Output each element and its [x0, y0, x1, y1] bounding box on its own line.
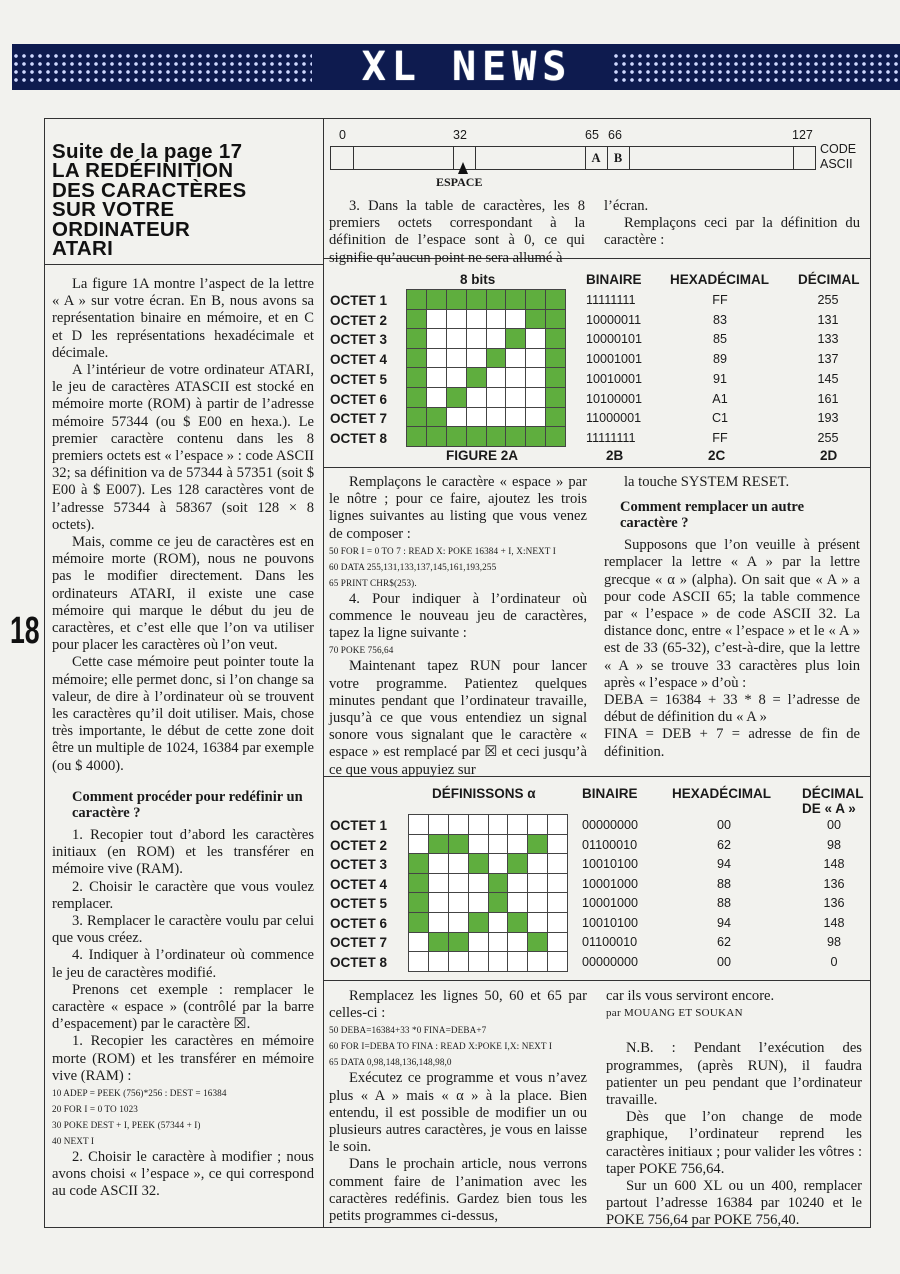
- subheading: Comment procéder pour redéfinir un caractère ?: [72, 788, 303, 821]
- pixel-off: [487, 310, 506, 329]
- pixel-on: [546, 310, 565, 329]
- binary-value: 10010100: [582, 915, 639, 930]
- binary-value: 11000001: [586, 411, 642, 426]
- binary-header: BINAIRE: [586, 272, 642, 287]
- pixel-off: [526, 388, 545, 407]
- binary-value: 00000000: [582, 954, 639, 969]
- figure-alpha: [330, 786, 866, 976]
- row-label: OCTET 3: [330, 332, 388, 348]
- binary-value: 10000101: [586, 332, 643, 347]
- pixel-on: [427, 427, 446, 446]
- pixel-off: [526, 368, 545, 387]
- pixel-off: [427, 310, 446, 329]
- pixel-off: [528, 815, 547, 834]
- banner: [12, 44, 900, 90]
- pixel-on: [429, 835, 448, 854]
- ascii-cell-divider: [629, 147, 630, 169]
- pixel-on: [526, 427, 545, 446]
- heading-line: ATARI: [52, 237, 114, 261]
- paragraph: La figure 1A montre l’aspect de la lettre « A » sur votre écran. En B, nous avons sa représentation binaire en mémoire, et en C et D les représentations hexadécimale et décimale.: [52, 276, 314, 361]
- decimal-value: 131: [817, 312, 839, 327]
- pixel-off: [487, 408, 506, 427]
- binary-value: 01100010: [582, 837, 638, 852]
- binary-value: 10010100: [582, 857, 639, 871]
- pixel-off: [469, 815, 488, 834]
- pixel-on: [449, 835, 468, 854]
- pixel-off: [489, 913, 508, 932]
- pixel-off: [548, 933, 567, 952]
- hex-value: 94: [716, 857, 731, 871]
- pixel-off: [506, 408, 525, 427]
- pixel-on: [546, 388, 565, 407]
- ascii-cell-b: B: [613, 151, 623, 165]
- heading-line: Suite de la page 17: [52, 140, 243, 163]
- pixel-off: [506, 388, 525, 407]
- code-line: 50 DEBA=16384+33 *0 FINA=DEBA+7: [329, 1025, 487, 1036]
- alpha-de-a-header: DE « A »: [802, 801, 856, 816]
- code-line: 10 ADEP = PEEK (756)*256 : DEST = 16384: [52, 1087, 227, 1098]
- pixel-off: [427, 388, 446, 407]
- alpha-hex-header: HEXADÉCIMAL: [672, 786, 772, 801]
- paragraph: Remplacez les lignes 50, 60 et 65 par celles-ci :: [329, 988, 587, 1022]
- column-3a: [604, 198, 860, 250]
- pixel-off: [506, 310, 525, 329]
- author-signature: par MOUANG ET SOUKAN: [606, 1007, 743, 1020]
- paragraph: 1. Recopier les caractères en mémoire morte (ROM) et les transférer en mémoire vive (RAM) :: [52, 1033, 314, 1084]
- pixel-on: [407, 349, 426, 368]
- code-line: 50 FOR I = 0 TO 7 : READ X: POKE 16384 + I, X:NEXT I: [329, 545, 556, 556]
- caption-2b: 2B: [606, 448, 624, 463]
- pixel-off: [447, 368, 466, 387]
- paragraph: 1. Recopier tout d’abord les caractères initiaux (en ROM) et les transférer en mémoire vive (RAM).: [52, 826, 314, 878]
- hex-value: 00: [716, 954, 731, 969]
- code-ascii-label: [820, 142, 856, 172]
- code-label: CODE: [820, 142, 857, 156]
- pixel-on: [487, 427, 506, 446]
- row-label: OCTET 8: [330, 954, 388, 970]
- pixel-off: [548, 835, 567, 854]
- binary-value: 10000011: [586, 312, 642, 327]
- pixel-off: [489, 835, 508, 854]
- pixel-off: [467, 388, 486, 407]
- paragraph: Sur un 600 XL ou un 400, remplacer partout l’adresse 16384 par 10240 et le POKE 756,64 par POKE 756,40.: [606, 1178, 862, 1229]
- row-label: OCTET 2: [330, 837, 388, 853]
- banner-dots-left: [12, 52, 312, 82]
- paragraph: FINA = DEB + 7 = adresse de fin de définition.: [604, 726, 860, 760]
- paragraph: Mais, comme ce jeu de caractères est en mémoire morte (ROM), nous ne pouvons pas le modifier directement. Dans les ordinateurs ATARI, il existe une case mémoire qui marque le début du jeu de caractères, et c’est elle que l’on va utiliser pour placer les caractères où l’on veut.: [52, 534, 314, 654]
- paragraph: 4. Indiquer à l’ordinateur où commence le jeu de caractères modifié.: [52, 947, 314, 981]
- row-label: OCTET 6: [330, 915, 388, 931]
- pixel-off: [548, 913, 567, 932]
- paragraph: Dans le prochain article, nous verrons comment faire de l’animation avec les caractères redéfinis. Gardez bien tous les petits programmes ci-dessus,: [329, 1156, 587, 1225]
- pixel-off: [528, 874, 547, 893]
- pixel-on: [469, 913, 488, 932]
- pixel-on: [407, 290, 426, 309]
- decimal-value: 255: [817, 293, 839, 307]
- pixel-off: [526, 329, 545, 348]
- paragraph: l’écran.: [604, 198, 649, 214]
- hex-value: C1: [711, 411, 729, 426]
- pixel-on: [546, 329, 565, 348]
- decimal-value: 136: [823, 876, 845, 891]
- pixel-off: [548, 854, 567, 873]
- pixel-on: [526, 290, 545, 309]
- pixel-off: [469, 835, 488, 854]
- paragraph: Prenons cet exemple : remplacer le caractère « espace » (contrôlé par la barre d’espacement) par le caractère ☒.: [52, 981, 314, 1033]
- column-2c: [329, 988, 587, 1225]
- pixel-on: [429, 933, 448, 952]
- paragraph: la touche SYSTEM RESET.: [624, 474, 790, 490]
- pixel-off: [449, 913, 468, 932]
- hex-value: 83: [712, 312, 727, 327]
- alpha-binary-header: BINAIRE: [582, 786, 638, 801]
- hex-value: 88: [716, 896, 731, 910]
- pixel-on: [427, 408, 446, 427]
- pixel-off: [508, 952, 527, 971]
- binary-value: 11111111: [586, 430, 636, 445]
- paragraph: DEBA = 16384 + 33 * 8 = l’adresse de début de définition du « A »: [604, 692, 860, 726]
- subheading: Comment remplacer un autre caractère ?: [620, 499, 805, 532]
- pixel-off: [429, 913, 448, 932]
- pixel-off: [548, 874, 567, 893]
- pixel-on: [528, 835, 547, 854]
- pixel-off: [489, 815, 508, 834]
- binary-value: 10100001: [586, 391, 643, 406]
- pixel-on: [449, 933, 468, 952]
- pixel-off: [528, 952, 547, 971]
- pixel-on: [508, 913, 527, 932]
- pixel-off: [449, 815, 468, 834]
- pixel-off: [467, 349, 486, 368]
- pixel-off: [508, 815, 527, 834]
- pixel-on: [407, 368, 426, 387]
- hex-value: 62: [716, 837, 731, 852]
- ascii-bar: [330, 146, 816, 170]
- pixel-off: [489, 854, 508, 873]
- pixel-on: [467, 368, 486, 387]
- ascii-cell-divider: [475, 147, 476, 169]
- paragraph: A l’intérieur de votre ordinateur ATARI, le jeu de caractères ATASCII est stocké en mémoire morte (ROM) à partir de l’adresse mémoire 57344 (ou $ E00 en hexa.). Le premier caractère contenu dans les 8 premiers octets est « l’espace » : code ASCII 32; sa définition va de 57344 à 57351 (soit $ E00 à $ E007). Les 128 caractères vont de l’adresse 57344 à 58367 (soit 128 × 8 octets).: [52, 362, 314, 533]
- binary-value: 10010001: [586, 371, 643, 386]
- hex-value: A1: [712, 391, 728, 406]
- pixel-off: [487, 368, 506, 387]
- pixel-on: [506, 329, 525, 348]
- pixel-off: [429, 952, 448, 971]
- decimal-header: DÉCIMAL: [798, 272, 860, 287]
- row-label: OCTET 8: [330, 430, 388, 446]
- pixel-on: [447, 290, 466, 309]
- page-number: 18: [10, 610, 40, 652]
- binary-value: 10001000: [582, 876, 639, 891]
- row-label: OCTET 4: [330, 352, 388, 368]
- figure-2a: [330, 272, 866, 464]
- pixel-off: [467, 329, 486, 348]
- hex-value: 89: [712, 352, 727, 367]
- pixel-on: [447, 427, 466, 446]
- pixel-on: [506, 290, 525, 309]
- pixel-off: [449, 952, 468, 971]
- hex-value: 94: [716, 915, 731, 930]
- pixel-on: [409, 854, 428, 873]
- paragraph: Supposons que l’on veuille à présent remplacer la lettre « A » par la lettre grecque « α » (alpha). On sait que « A » a pour code ASCII 65; la table commence par « l’espace » de code ASCII 32. La distance donc, entre « l’espace » et le « A » est de 33 (65-32), c’est-à-dire, que la lettre « A » se trouve 33 caractères plus loin après « l’espace » d’où :: [604, 537, 860, 691]
- pixel-off: [467, 310, 486, 329]
- row-label: OCTET 1: [330, 818, 388, 833]
- pixel-on: [407, 310, 426, 329]
- pixel-off: [506, 368, 525, 387]
- decimal-value: 136: [823, 896, 845, 910]
- fig2a-pixel-grid: [406, 289, 566, 447]
- pixel-off: [469, 933, 488, 952]
- column-2a: [329, 198, 585, 267]
- ascii-tick-65: 65: [585, 128, 599, 142]
- column-1: [52, 276, 314, 1201]
- pixel-off: [449, 874, 468, 893]
- pixel-on: [487, 290, 506, 309]
- ascii-tick-0: 0: [339, 128, 346, 142]
- decimal-value: 148: [823, 915, 845, 930]
- pixel-off: [429, 854, 448, 873]
- row-label: OCTET 3: [330, 857, 388, 872]
- pixel-off: [429, 893, 448, 912]
- code-line: 70 POKE 756,64: [329, 645, 394, 656]
- pixel-on: [506, 427, 525, 446]
- row-label: OCTET 7: [330, 935, 388, 950]
- pixel-off: [429, 874, 448, 893]
- pixel-on: [487, 349, 506, 368]
- espace-label: ESPACE: [436, 175, 483, 189]
- pixel-on: [546, 368, 565, 387]
- ascii-cell-a: A: [591, 151, 601, 165]
- pixel-off: [449, 893, 468, 912]
- code-line: 60 DATA 255,131,133,137,145,161,193,255: [329, 561, 497, 572]
- decimal-value: 193: [817, 411, 839, 426]
- hex-value: 62: [716, 935, 731, 949]
- code-line: 60 FOR I=DEBA TO FINA : READ X:POKE I,X: NEXT I: [329, 1041, 552, 1052]
- pixel-on: [546, 427, 565, 446]
- ascii-tick-32: 32: [453, 128, 467, 142]
- pixel-off: [506, 349, 525, 368]
- pixel-on: [546, 408, 565, 427]
- decimal-value: 00: [826, 818, 841, 832]
- heading-line: DES CARACTÈRES: [52, 178, 247, 202]
- pixel-off: [528, 913, 547, 932]
- row-label: OCTET 7: [330, 411, 388, 427]
- decimal-value: 145: [817, 371, 839, 386]
- binary-value: 10001001: [586, 352, 643, 367]
- pixel-off: [409, 952, 428, 971]
- decimal-value: 161: [817, 391, 839, 406]
- binary-value: 00000000: [582, 818, 639, 832]
- figure-2a-caption: FIGURE 2A: [446, 448, 519, 463]
- pixel-on: [467, 427, 486, 446]
- pixel-off: [469, 893, 488, 912]
- pixel-off: [447, 310, 466, 329]
- pixel-off: [508, 933, 527, 952]
- hex-value: 00: [716, 818, 731, 832]
- pixel-off: [467, 408, 486, 427]
- binary-value: 10001000: [582, 896, 639, 910]
- binary-value: 01100010: [582, 935, 638, 949]
- pixel-on: [489, 874, 508, 893]
- column-3b: [604, 474, 860, 761]
- pixel-off: [447, 329, 466, 348]
- hex-value: 85: [712, 332, 727, 347]
- caption-2c: 2C: [708, 448, 726, 463]
- decimal-value: 133: [817, 332, 839, 347]
- paragraph: Remplaçons le caractère « espace » par le nôtre ; pour ce faire, ajoutez les trois lignes suivantes au listing que vous venez de composer :: [329, 474, 587, 542]
- pixel-off: [528, 893, 547, 912]
- hex-header: HEXADÉCIMAL: [670, 272, 770, 287]
- decimal-value: 98: [826, 837, 841, 852]
- ascii-label: ASCII: [820, 157, 853, 171]
- pixel-off: [469, 874, 488, 893]
- pixel-off: [508, 835, 527, 854]
- hex-value: FF: [712, 430, 728, 445]
- paragraph: Remplaçons ceci par la définition du caractère :: [604, 215, 860, 249]
- pixel-off: [427, 368, 446, 387]
- pixel-on: [489, 893, 508, 912]
- pixel-off: [409, 933, 428, 952]
- decimal-value: 137: [817, 352, 839, 367]
- paragraph: N.B. : Pendant l’exécution des programmes, (après RUN), il faudra patienter un peu pendant que l’ordinateur travaille.: [606, 1040, 862, 1109]
- heading-line: LA REDÉFINITION: [52, 159, 234, 183]
- code-line: 30 POKE DEST + I, PEEK (57344 + I): [52, 1119, 201, 1130]
- banner-dots-right: [612, 52, 900, 82]
- pixel-on: [546, 290, 565, 309]
- decimal-value: 98: [826, 935, 841, 949]
- ascii-cell-divider: [793, 147, 794, 169]
- row-label: OCTET 5: [330, 896, 388, 911]
- alpha-decimal-header: DÉCIMAL: [802, 786, 864, 801]
- pixel-on: [409, 913, 428, 932]
- bits-header: 8 bits: [460, 272, 496, 287]
- pixel-on: [409, 874, 428, 893]
- caption-2d: 2D: [820, 448, 838, 463]
- paragraph: 3. Dans la table de caractères, les 8 premiers octets correspondant à la définition de l’espace sont à 0, ce qui signifie qu’aucun point ne sera allumé à: [329, 198, 585, 266]
- pixel-off: [548, 815, 567, 834]
- alpha-title: DÉFINISSONS α: [432, 786, 536, 801]
- pixel-on: [526, 310, 545, 329]
- row-label: OCTET 1: [330, 293, 388, 308]
- pixel-off: [409, 835, 428, 854]
- pixel-off: [427, 329, 446, 348]
- espace-arrow-icon: [458, 162, 468, 174]
- ascii-cell-divider: [453, 147, 454, 169]
- pixel-on: [409, 893, 428, 912]
- row-label: OCTET 5: [330, 371, 388, 387]
- pixel-off: [489, 952, 508, 971]
- paragraph: 2. Choisir le caractère que vous voulez remplacer.: [52, 878, 314, 912]
- pixel-off: [508, 893, 527, 912]
- pixel-on: [469, 854, 488, 873]
- pixel-off: [447, 349, 466, 368]
- hex-value: 91: [712, 371, 727, 386]
- pixel-off: [427, 349, 446, 368]
- pixel-off: [526, 349, 545, 368]
- decimal-value: 255: [817, 430, 839, 445]
- pixel-on: [528, 933, 547, 952]
- article-heading: [52, 140, 310, 261]
- pixel-off: [526, 408, 545, 427]
- pixel-off: [487, 388, 506, 407]
- pixel-off: [429, 815, 448, 834]
- code-line: 40 NEXT I: [52, 1135, 95, 1146]
- pixel-on: [407, 427, 426, 446]
- paragraph: car ils vous serviront encore.: [606, 988, 775, 1004]
- pixel-off: [409, 815, 428, 834]
- column-3c: [606, 988, 862, 1230]
- pixel-off: [489, 933, 508, 952]
- pixel-off: [447, 408, 466, 427]
- pixel-on: [407, 408, 426, 427]
- heading-line: SUR VOTRE: [52, 198, 175, 222]
- pixel-off: [469, 952, 488, 971]
- row-label: OCTET 2: [330, 312, 388, 328]
- row-label: OCTET 6: [330, 391, 388, 407]
- paragraph: Dès que l’on change de mode graphique, l’ordinateur reprend les caractères initiaux ; pour valider les vôtres : taper POKE 756,64.: [606, 1109, 862, 1177]
- pixel-on: [467, 290, 486, 309]
- pixel-on: [407, 329, 426, 348]
- pixel-off: [548, 952, 567, 971]
- alpha-pixel-grid: [408, 814, 568, 972]
- pixel-off: [508, 874, 527, 893]
- heading-line: ORDINATEUR: [52, 217, 191, 241]
- binary-value: 11111111: [586, 293, 636, 307]
- code-line: 20 FOR I = 0 TO 1023: [52, 1103, 138, 1114]
- pixel-on: [447, 388, 466, 407]
- paragraph: Maintenant tapez RUN pour lancer votre programme. Patientez quelques minutes pendant que l’ordinateur travaille, jusqu’à ce que vous entendiez un signal sonore vous signalant que le caractère « espace » est remplacé par ☒ et ceci jusqu’à ce que vous appuyiez sur: [329, 658, 587, 778]
- pixel-on: [427, 290, 446, 309]
- decimal-value: 148: [823, 857, 845, 871]
- paragraph: 2. Choisir le caractère à modifier ; nous avons choisi « l’espace », ce qui correspond au code ASCII 32.: [52, 1148, 314, 1200]
- hex-value: 88: [716, 876, 731, 891]
- ascii-tick-66: 66: [608, 128, 622, 142]
- pixel-on: [508, 854, 527, 873]
- pixel-on: [546, 349, 565, 368]
- pixel-off: [528, 854, 547, 873]
- pixel-off: [487, 329, 506, 348]
- paragraph: Cette case mémoire peut pointer toute la mémoire; elle permet donc, si l’on change sa valeur, de dire à l’ordinateur où se trouvent les caractères qu’il doit utiliser. Mais, chose très importante, le début de cette zone doit être un multiple de 1024, 16384 par exemple (ou $ 4000).: [52, 654, 314, 774]
- paragraph: 3. Remplacer le caractère voulu par celui que vous créez.: [52, 912, 314, 947]
- pixel-off: [449, 854, 468, 873]
- heading-divider: [44, 264, 324, 265]
- hex-value: FF: [712, 293, 728, 307]
- pixel-off: [548, 893, 567, 912]
- paragraph: 4. Pour indiquer à l’ordinateur où commence le nouveau jeu de caractères, tapez la ligne suivante :: [329, 590, 587, 642]
- code-line: 65 PRINT CHR$(253).: [329, 577, 417, 588]
- decimal-value: 0: [830, 954, 838, 969]
- banner-title: XL NEWS: [361, 44, 573, 90]
- code-line: 65 DATA 0,98,148,136,148,98,0: [329, 1057, 452, 1068]
- column-2b: [329, 474, 587, 779]
- paragraph: Exécutez ce programme et vous n’avez plus « A » mais « α » à la place. Bien entendu, il est possible de modifier un ou plusieurs autres caractères, je vous en laisse le soin.: [329, 1070, 587, 1156]
- row-label: OCTET 4: [330, 876, 388, 892]
- ascii-cell-divider: [353, 147, 354, 169]
- pixel-on: [407, 388, 426, 407]
- ascii-tick-127: 127: [792, 128, 813, 142]
